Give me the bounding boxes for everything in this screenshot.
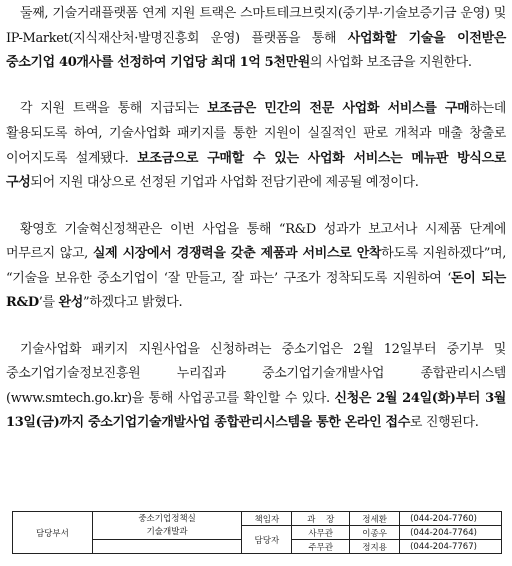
press-release-body (6, 2, 506, 436)
contact-phone: (044-204-7764) (400, 526, 502, 540)
p1-seg-1-bold: 사업화할 기술을 이전받은 중소기업 40개사를 선정하여 기업당 최대 1억 5천만원 (6, 30, 506, 71)
p1-seg-0: 둘째, 기술거래플랫폼 연계 지원 트랙은 스마트테크브릿지(중기부·기술보증기금 운영) 및 IP-Market(지식재산처·발명진흥회 운영) 플랫폼을 통해 (6, 6, 506, 46)
contact-title: 주무관 (292, 540, 350, 554)
p3-seg-4: ’를 (38, 295, 59, 311)
paragraph-subsidy-usage (6, 97, 506, 195)
paragraph-application-info (6, 338, 506, 436)
contact-table (12, 511, 502, 554)
contact-name: 정세환 (350, 512, 400, 526)
p3-seg-5-bold: 완성 (58, 295, 83, 311)
p2-seg-4: 되어 지원 대상으로 선정된 기업과 사업화 전담기관에 제공될 예정이다. (30, 175, 419, 191)
contact-title: 사무관 (292, 526, 350, 540)
contact-phone: (044-204-7767) (400, 540, 502, 554)
paragraph-tech-transfer-track (6, 2, 506, 76)
contact-name: 정지용 (350, 540, 400, 554)
p3-seg-3-bold: 돈이 되는 R&D (6, 270, 506, 311)
dept-name-line1: 중소기업정책실 (138, 513, 196, 524)
p2-seg-2: 하는데 활용되도록 하여, 기술사업화 패키지를 통한 지원이 실질적인 판로 개척과 매출 창출로 이어지도록 설계됐다. (6, 101, 506, 166)
dept-label-cell: 담당부서 (13, 512, 93, 554)
p1-seg-2: 의 사업화 보조금을 지원한다. (310, 55, 472, 71)
p3-seg-1-bold: 실제 시장에서 경쟁력을 갖춘 제품과 서비스로 안착 (92, 246, 382, 262)
p3-seg-0: 황영호 기술혁신정책관은 이번 사업을 통해 “R&D 성과가 보고서나 시제품 단계에 머무르지 않고, (6, 221, 506, 262)
contact-title: 과 장 (292, 512, 350, 526)
staff-label-cell: 담당자 (242, 526, 292, 554)
contact-row-manager (13, 512, 502, 526)
empty-cell (92, 540, 242, 554)
contact-name: 이종우 (350, 526, 400, 540)
p4-seg-2: 로 진행된다. (409, 415, 479, 431)
p2-seg-0: 각 지원 트랙을 통해 지급되는 (20, 101, 208, 117)
p4-seg-1-bold: 신청은 2월 24일(화)부터 3월 13일(금)까지 중소기업기술개발사업 종합관리시스템을 통한 온라인 접수 (6, 390, 506, 431)
p2-seg-1-bold: 보조금은 민간의 전문 사업화 서비스를 구매 (207, 101, 470, 117)
dept-name-line2: 기술개발과 (146, 526, 188, 537)
paragraph-official-quote (6, 218, 506, 316)
dept-name-cell (92, 512, 242, 540)
p3-seg-2: 하도록 지원하겠다”며, “기술을 보유한 중소기업이 ‘잘 만들고, 잘 파는’ 구조가 정착되도록 지원하여 ‘ (6, 246, 506, 286)
p4-seg-0: 기술사업화 패키지 지원사업을 신청하려는 중소기업은 2월 12일부터 중기부 및 중소기업기술정보진흥원 누리집과 중소기업기술개발사업 종합관리시스템(www.smtech.go.kr)을 통해 사업공고를 확인할 수 있다. (6, 341, 506, 406)
responsible-label-cell: 책임자 (242, 512, 292, 526)
p3-seg-6: ”하겠다고 밝혔다. (82, 295, 183, 311)
p2-seg-3-bold: 보조금으로 구매할 수 있는 사업화 서비스는 메뉴판 방식으로 구성 (6, 150, 506, 191)
contact-phone: (044-204-7760) (400, 512, 502, 526)
